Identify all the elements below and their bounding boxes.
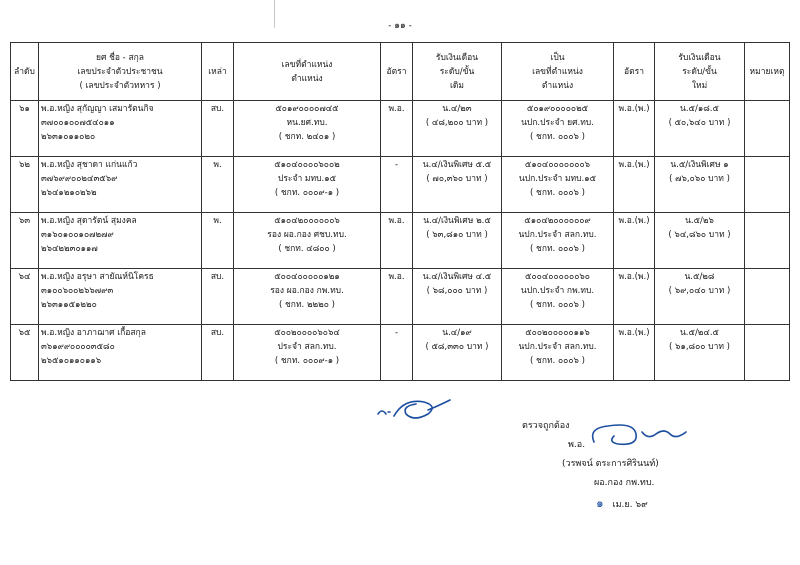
person-cell-line: ๒๖๓๑๑๕๑๒๒๐ (41, 300, 97, 310)
new-position-cell (502, 101, 614, 157)
new-salary-cell-line: น.๕/๒๖ (685, 216, 714, 226)
old-position-cell-line: หน.ยศ.ทบ. (286, 118, 328, 128)
old-position-cell-line: รอง ผอ.กอง ศชบ.ทบ. (267, 230, 347, 240)
header-old-rate (381, 43, 413, 101)
new-position-cell-line: ๕๐๐๔๐๐๐๐๐๐๖๐ (525, 272, 590, 282)
old-salary-cell-line: ( ๖๘,๐๐๐ บาท ) (426, 286, 488, 296)
person-cell-line: ๒๖๔๒๒๓๐๑๑๗ (41, 244, 98, 254)
new-position-cell-line: นปก.ประจำ ยศ.ทบ. (521, 118, 594, 128)
header-no (11, 43, 39, 101)
header-person-line: ยศ ชื่อ - สกุล (96, 52, 144, 63)
old-position-cell (234, 325, 381, 381)
signature-mark (582, 418, 702, 452)
person-cell (39, 325, 202, 381)
header-new-salary (655, 43, 745, 101)
header-old-salary-line: เดิม (449, 80, 465, 91)
person-cell-line: พ.อ.หญิง สุกัญญา เสมารัตนกิจ (41, 104, 154, 114)
old-salary-cell (413, 269, 502, 325)
person-cell-line: ๓๗๐๐๑๐๐๗๕๔๐๑๑ (41, 118, 115, 128)
old-position-cell (234, 157, 381, 213)
new-salary-cell-line: น.๕/เงินพิเศษ ๑ (670, 160, 729, 170)
old-position-cell-line: ( ชกท. ๒๔๐๑ ) (278, 132, 336, 142)
new-salary-cell-line: ( ๗๖,๐๖๐ บาท ) (669, 174, 730, 184)
old-salary-cell-line: ( ๕๘,๓๓๐ บาท ) (425, 342, 489, 352)
new-position-cell-line: ๕๑๐๔๐๐๐๐๐๐๐๖ (524, 160, 591, 170)
old-salary-cell (413, 157, 502, 213)
table-row (11, 101, 790, 157)
header-new-position-line: เป็น (550, 52, 565, 63)
branch-cell: สบ. (202, 101, 234, 157)
old-salary-cell-line: น.๔/เงินพิเศษ ๔.๕ (422, 272, 492, 282)
table-row (11, 325, 790, 381)
new-position-cell-line: นปก.ประจำ สลก.ทบ. (518, 230, 597, 240)
new-salary-cell-line: น.๕/๑๘.๕ (680, 104, 719, 114)
old-salary-cell-line: น.๔/๑๙ (442, 328, 472, 338)
table-header-row (11, 43, 790, 101)
header-remark-line: หมายเหตุ (749, 66, 785, 77)
new-salary-cell-line: ( ๖๔,๘๖๐ บาท ) (668, 230, 731, 240)
new-position-cell-line: นปก.ประจำ มทบ.๑๕ (518, 174, 597, 184)
person-cell (39, 213, 202, 269)
new-position-cell-line: ๕๑๐๔๒๐๐๐๐๐๐๙ (524, 216, 591, 226)
new-rate-cell: พ.อ.(พ.) (614, 101, 655, 157)
new-position-cell-line: นปก.ประจำ กพ.ทบ. (520, 286, 595, 296)
old-rate-cell: - (381, 325, 413, 381)
header-new-salary-line: ใหม่ (691, 80, 708, 91)
row-number: ๖๒ (11, 157, 39, 213)
old-position-cell-line: ๕๑๐๔๐๐๐๐๖๐๐๒ (274, 160, 340, 170)
header-new-position-line: ตำแหน่ง (541, 80, 574, 91)
old-salary-cell-line: น.๔/เงินพิเศษ ๒.๕ (423, 216, 491, 226)
person-cell-line: พ.อ.หญิง อาภาฌาศ เกื้อสกุล (41, 328, 146, 338)
old-salary-cell-line: ( ๗๐,๓๖๐ บาท ) (426, 174, 488, 184)
header-new-position (502, 43, 614, 101)
header-new-salary-line: ระดับ/ขั้น (682, 66, 717, 77)
old-position-cell-line: ( ชกท. ๐๐๐๙-๑ ) (274, 356, 340, 366)
header-old-salary (413, 43, 502, 101)
new-salary-cell (655, 101, 745, 157)
page-number: - ๑๑ - (388, 21, 412, 31)
row-number: ๖๓ (11, 213, 39, 269)
new-salary-cell-line: น.๕/๒๘ (684, 272, 715, 282)
person-cell-line: ๓๑๖๐๑๐๐๑๐๗๒๗๙ (41, 230, 114, 240)
old-position-cell-line: ประจำ มทบ.๑๕ (277, 174, 337, 184)
remark-cell (745, 325, 790, 381)
old-position-cell-line: ( ชกท. ๒๒๒๐ ) (279, 300, 335, 310)
header-old-rate-line: อัตรา (386, 66, 407, 77)
person-cell-line: ๒๖๔๑๒๑๐๒๖๒ (41, 188, 97, 198)
signature-date (596, 494, 648, 513)
signer-position: ผอ.กอง กพ.ทบ. (594, 478, 655, 488)
old-position-cell-line: ๕๑๐๔๒๐๐๐๐๐๐๖ (274, 216, 340, 226)
new-position-cell-line: ๕๐๑๙๐๐๐๐๐๒๕ (526, 104, 589, 114)
old-position-cell-line: ( ชกท. ๐๐๐๙-๑ ) (274, 188, 340, 198)
new-rate-cell: พ.อ.(พ.) (614, 213, 655, 269)
remark-cell (745, 269, 790, 325)
new-salary-cell-line: ( ๕๐,๖๔๐ บาท ) (668, 118, 731, 128)
person-cell-line: ๓๗๖๙๙๐๐๒๔๓๕๖๙ (41, 174, 118, 184)
new-position-cell-line: นปก.ประจำ สลก.ทบ. (518, 342, 597, 352)
new-rate-cell: พ.อ.(พ.) (614, 325, 655, 381)
old-salary-cell-line: น.๔/๒๓ (442, 104, 472, 114)
new-position-cell-line: ( ชกท. ๐๐๐๖ ) (530, 244, 585, 254)
old-rate-cell: - (381, 157, 413, 213)
header-person (39, 43, 202, 101)
person-cell-line: พ.อ.หญิง อรุษา สายัณห์นิโครธ (41, 272, 154, 282)
person-cell (39, 269, 202, 325)
old-salary-cell-line: ( ๔๘,๒๐๐ บาท ) (425, 118, 489, 128)
branch-cell: สบ. (202, 325, 234, 381)
new-position-cell-line: ( ชกท. ๐๐๐๖ ) (530, 300, 585, 310)
old-position-cell (234, 213, 381, 269)
new-salary-cell-line: น.๕/๒๔.๕ (680, 328, 719, 338)
new-position-cell (502, 213, 614, 269)
row-number: ๖๔ (11, 269, 39, 325)
row-number: ๖๑ (11, 101, 39, 157)
header-person-line: เลขประจำตัวประชาชน (77, 66, 163, 77)
person-cell (39, 157, 202, 213)
old-position-cell-line: ๕๐๐๔๐๐๐๐๐๑๒๑ (274, 272, 340, 282)
table-row (11, 213, 790, 269)
new-salary-cell-line: ( ๖๑,๘๐๐ บาท ) (669, 342, 730, 352)
table-row (11, 157, 790, 213)
date-day: ๑ (596, 496, 604, 510)
remark-cell (745, 213, 790, 269)
new-salary-cell (655, 157, 745, 213)
personnel-table (10, 42, 790, 381)
initials-signature (372, 392, 458, 426)
new-rate-cell: พ.อ.(พ.) (614, 157, 655, 213)
header-old-salary-line: ระดับ/ขั้น (439, 66, 475, 77)
table-row (11, 269, 790, 325)
branch-cell: พ. (202, 213, 234, 269)
table-body (11, 101, 790, 381)
header-branch-line: เหล่า (208, 66, 227, 77)
person-cell-line: ๓๑๐๐๖๐๐๒๖๖๗๙๓ (41, 286, 114, 296)
old-salary-cell-line: น.๔/เงินพิเศษ ๕.๕ (422, 160, 492, 170)
new-position-cell (502, 157, 614, 213)
new-salary-cell (655, 213, 745, 269)
certify-label: ตรวจถูกต้อง (522, 421, 570, 431)
old-rate-cell: พ.อ. (381, 213, 413, 269)
old-salary-cell-line: ( ๖๓,๘๑๐ บาท ) (426, 230, 488, 240)
header-remark (745, 43, 790, 101)
old-position-cell-line: ๕๐๐๒๐๐๐๐๖๐๖๔ (274, 328, 340, 338)
branch-cell: พ. (202, 157, 234, 213)
header-old-position-line: ตำแหน่ง (291, 73, 323, 84)
old-salary-cell (413, 213, 502, 269)
old-rate-cell: พ.อ. (381, 101, 413, 157)
new-position-cell-line: ( ชกท. ๐๐๐๖ ) (530, 356, 585, 366)
old-salary-cell (413, 101, 502, 157)
person-cell-line: พ.อ.หญิง สุดารัตน์ สุมงคล (41, 216, 137, 226)
signer-name: (วรพจน์ ตระการศิรินนท์) (562, 459, 659, 469)
old-salary-cell (413, 325, 502, 381)
header-person-line: ( เลขประจำตัวทหาร ) (79, 80, 161, 91)
remark-cell (745, 157, 790, 213)
row-number: ๖๕ (11, 325, 39, 381)
old-position-cell-line: รอง ผอ.กอง กพ.ทบ. (270, 286, 344, 296)
header-new-salary-line: รับเงินเดือน (678, 52, 721, 63)
new-salary-cell-line: ( ๖๙,๐๔๐ บาท ) (668, 286, 731, 296)
header-no-line: ลำดับ (14, 66, 35, 77)
branch-cell: สบ. (202, 269, 234, 325)
person-cell-line: พ.อ.หญิง สุชาดา แก่นแก้ว (41, 160, 138, 170)
person-cell-line: ๒๖๓๑๐๑๑๐๒๐ (41, 132, 96, 142)
signer-rank: พ.อ. (568, 440, 586, 450)
old-position-cell-line: ๕๐๑๙๐๐๐๐๗๔๕ (275, 104, 339, 114)
remark-cell (745, 101, 790, 157)
old-position-cell (234, 269, 381, 325)
new-position-cell-line: ( ชกท. ๐๐๐๖ ) (530, 132, 585, 142)
header-old-salary-line: รับเงินเดือน (435, 52, 479, 63)
old-position-cell-line: ( ชกท. ๔๘๐๐ ) (278, 244, 336, 254)
header-new-position-line: เลขที่ตำแหน่ง (532, 66, 583, 77)
old-position-cell (234, 101, 381, 157)
old-rate-cell: พ.อ. (381, 269, 413, 325)
date-rest: เม.ย. ๖๙ (612, 500, 648, 510)
person-cell (39, 101, 202, 157)
new-position-cell-line: ( ชกท. ๐๐๐๖ ) (530, 188, 585, 198)
new-position-cell (502, 325, 614, 381)
person-cell-line: ๒๖๕๑๐๑๑๐๑๑๖ (41, 356, 102, 366)
new-position-cell (502, 269, 614, 325)
header-old-position-line: เลขที่ตำแหน่ง (281, 59, 333, 70)
header-new-rate (614, 43, 655, 101)
new-position-cell-line: ๕๐๐๒๐๐๐๐๐๑๑๖ (525, 328, 590, 338)
new-rate-cell: พ.อ.(พ.) (614, 269, 655, 325)
header-old-position (234, 43, 381, 101)
old-position-cell-line: ประจำ สลก.ทบ. (277, 342, 337, 352)
header-new-rate-line: อัตรา (624, 66, 644, 77)
new-salary-cell (655, 325, 745, 381)
header-branch (202, 43, 234, 101)
new-salary-cell (655, 269, 745, 325)
person-cell-line: ๓๖๑๙๙๐๐๐๐๓๕๘๐ (41, 342, 115, 352)
